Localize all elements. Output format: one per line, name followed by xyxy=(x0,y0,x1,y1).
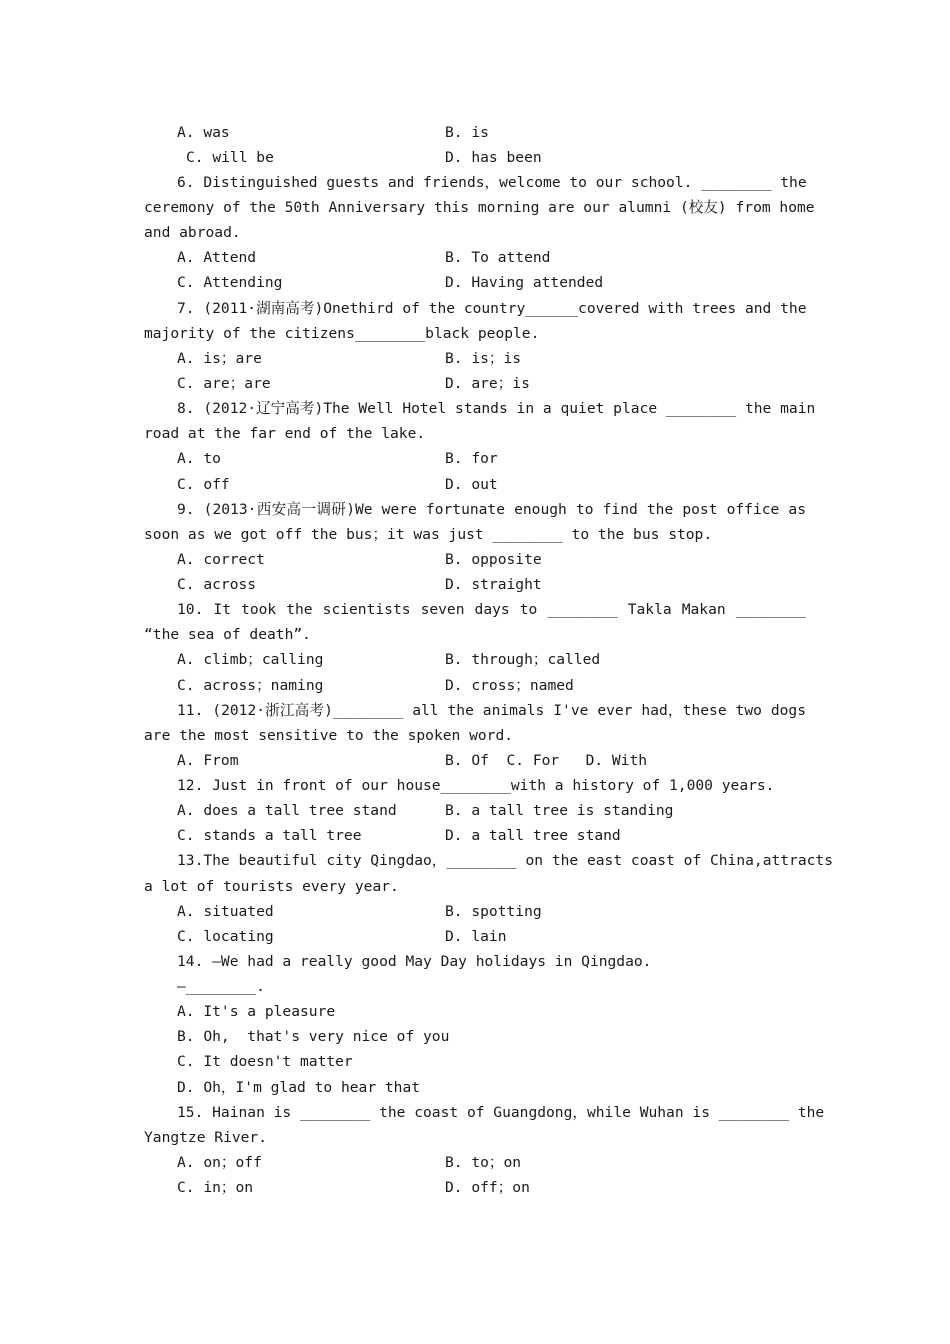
q5-option-b: B. is xyxy=(445,124,489,141)
q15-option-c: C. in；on xyxy=(177,1179,254,1196)
q13-option-b: B. spotting xyxy=(445,903,542,920)
q10-option-a: A. climb；calling xyxy=(177,651,324,668)
q8-option-a: A. to xyxy=(177,450,221,467)
q10-option-c: C. across；naming xyxy=(177,677,324,694)
q9-option-a: A. correct xyxy=(177,551,265,568)
q13-option-c: C. locating xyxy=(177,928,274,945)
q13-stem-line1: 13.The beautiful city Qingdao，________ on the east coast of China,attracts xyxy=(177,852,833,869)
q7-option-a: A. is；are xyxy=(177,350,262,367)
q12-option-b: B. a tall tree is standing xyxy=(445,802,674,819)
q6-stem-line1: 6. Distinguished guests and friends，welcome to our school. ________ the xyxy=(177,174,807,191)
q11-stem-line1: 11. (2012·浙江高考)________ all the animals I've ever had，these two dogs xyxy=(177,702,806,719)
q12-option-a: A. does a tall tree stand xyxy=(177,802,397,819)
q6-option-b: B. To attend xyxy=(445,249,551,266)
q13-option-d: D. lain xyxy=(445,928,507,945)
q9-option-b: B. opposite xyxy=(445,551,542,568)
q8-option-c: C. off xyxy=(177,476,230,493)
q6-stem-line3: and abroad. xyxy=(144,224,241,241)
q11-option-a: A. From xyxy=(177,752,239,769)
q14-option-a: A. It's a pleasure xyxy=(177,1003,336,1020)
q9-stem-line2: soon as we got off the bus；it was just ________ to the bus stop. xyxy=(144,526,713,543)
q14-option-b: B. Oh, that's very nice of you xyxy=(177,1028,450,1045)
q9-stem-line1: 9. (2013·西安高一调研)We were fortunate enough to find the post office as xyxy=(177,501,806,518)
q14-option-d: D. Oh，I'm glad to hear that xyxy=(177,1079,421,1096)
q8-stem-line1: 8. (2012·辽宁高考)The Well Hotel stands in a quiet place ________ the main xyxy=(177,400,816,417)
q10-option-d: D. cross；named xyxy=(445,677,574,694)
q12-stem-line1: 12. Just in front of our house________with a history of 1,000 years. xyxy=(177,777,775,794)
q9-option-d: D. straight xyxy=(445,576,542,593)
q6-option-d: D. Having attended xyxy=(445,274,604,291)
q14-option-c: C. It doesn't matter xyxy=(177,1053,353,1070)
q15-option-b: B. to；on xyxy=(445,1154,522,1171)
q10-stem-line1: 10. It took the scientists seven days to ________ Takla Makan ________ xyxy=(177,601,806,618)
q7-option-c: C. are；are xyxy=(177,375,271,392)
q7-option-d: D. are；is xyxy=(445,375,530,392)
q13-stem-line2: a lot of tourists every year. xyxy=(144,878,399,895)
q13-option-a: A. situated xyxy=(177,903,274,920)
q12-option-c: C. stands a tall tree xyxy=(177,827,362,844)
q15-option-d: D. off；on xyxy=(445,1179,530,1196)
q8-option-b: B. for xyxy=(445,450,498,467)
q10-option-b: B. through；called xyxy=(445,651,601,668)
q7-stem-line1: 7. (2011·湖南高考)Onethird of the country______covered with trees and the xyxy=(177,300,807,317)
q7-stem-line2: majority of the citizens________black people. xyxy=(144,325,540,342)
q15-stem-line2: Yangtze River. xyxy=(144,1129,268,1146)
q6-option-a: A. Attend xyxy=(177,249,257,266)
q15-option-a: A. on；off xyxy=(177,1154,262,1171)
q14-stem-line1: 14. —We had a really good May Day holidays in Qingdao. xyxy=(177,953,652,970)
q8-stem-line2: road at the far end of the lake. xyxy=(144,425,426,442)
q12-option-d: D. a tall tree stand xyxy=(445,827,621,844)
q14-stem-line2: —________. xyxy=(177,978,265,995)
q11-option-bcd: B. Of C. For D. With xyxy=(445,752,648,769)
q11-stem-line2: are the most sensitive to the spoken word. xyxy=(144,727,514,744)
q10-stem-line2: “the sea of death”. xyxy=(144,626,311,643)
q5-option-d: D. has been xyxy=(445,149,542,166)
q5-option-a: A. was xyxy=(177,124,230,141)
q6-stem-line2: ceremony of the 50th Anniversary this morning are our alumni (校友) from home xyxy=(144,199,815,216)
q15-stem-line1: 15. Hainan is ________ the coast of Guangdong，while Wuhan is ________ the xyxy=(177,1104,825,1121)
q7-option-b: B. is；is xyxy=(445,350,522,367)
q9-option-c: C. across xyxy=(177,576,257,593)
q5-option-c: C. will be xyxy=(186,149,274,166)
q6-option-c: C. Attending xyxy=(177,274,283,291)
q8-option-d: D. out xyxy=(445,476,498,493)
